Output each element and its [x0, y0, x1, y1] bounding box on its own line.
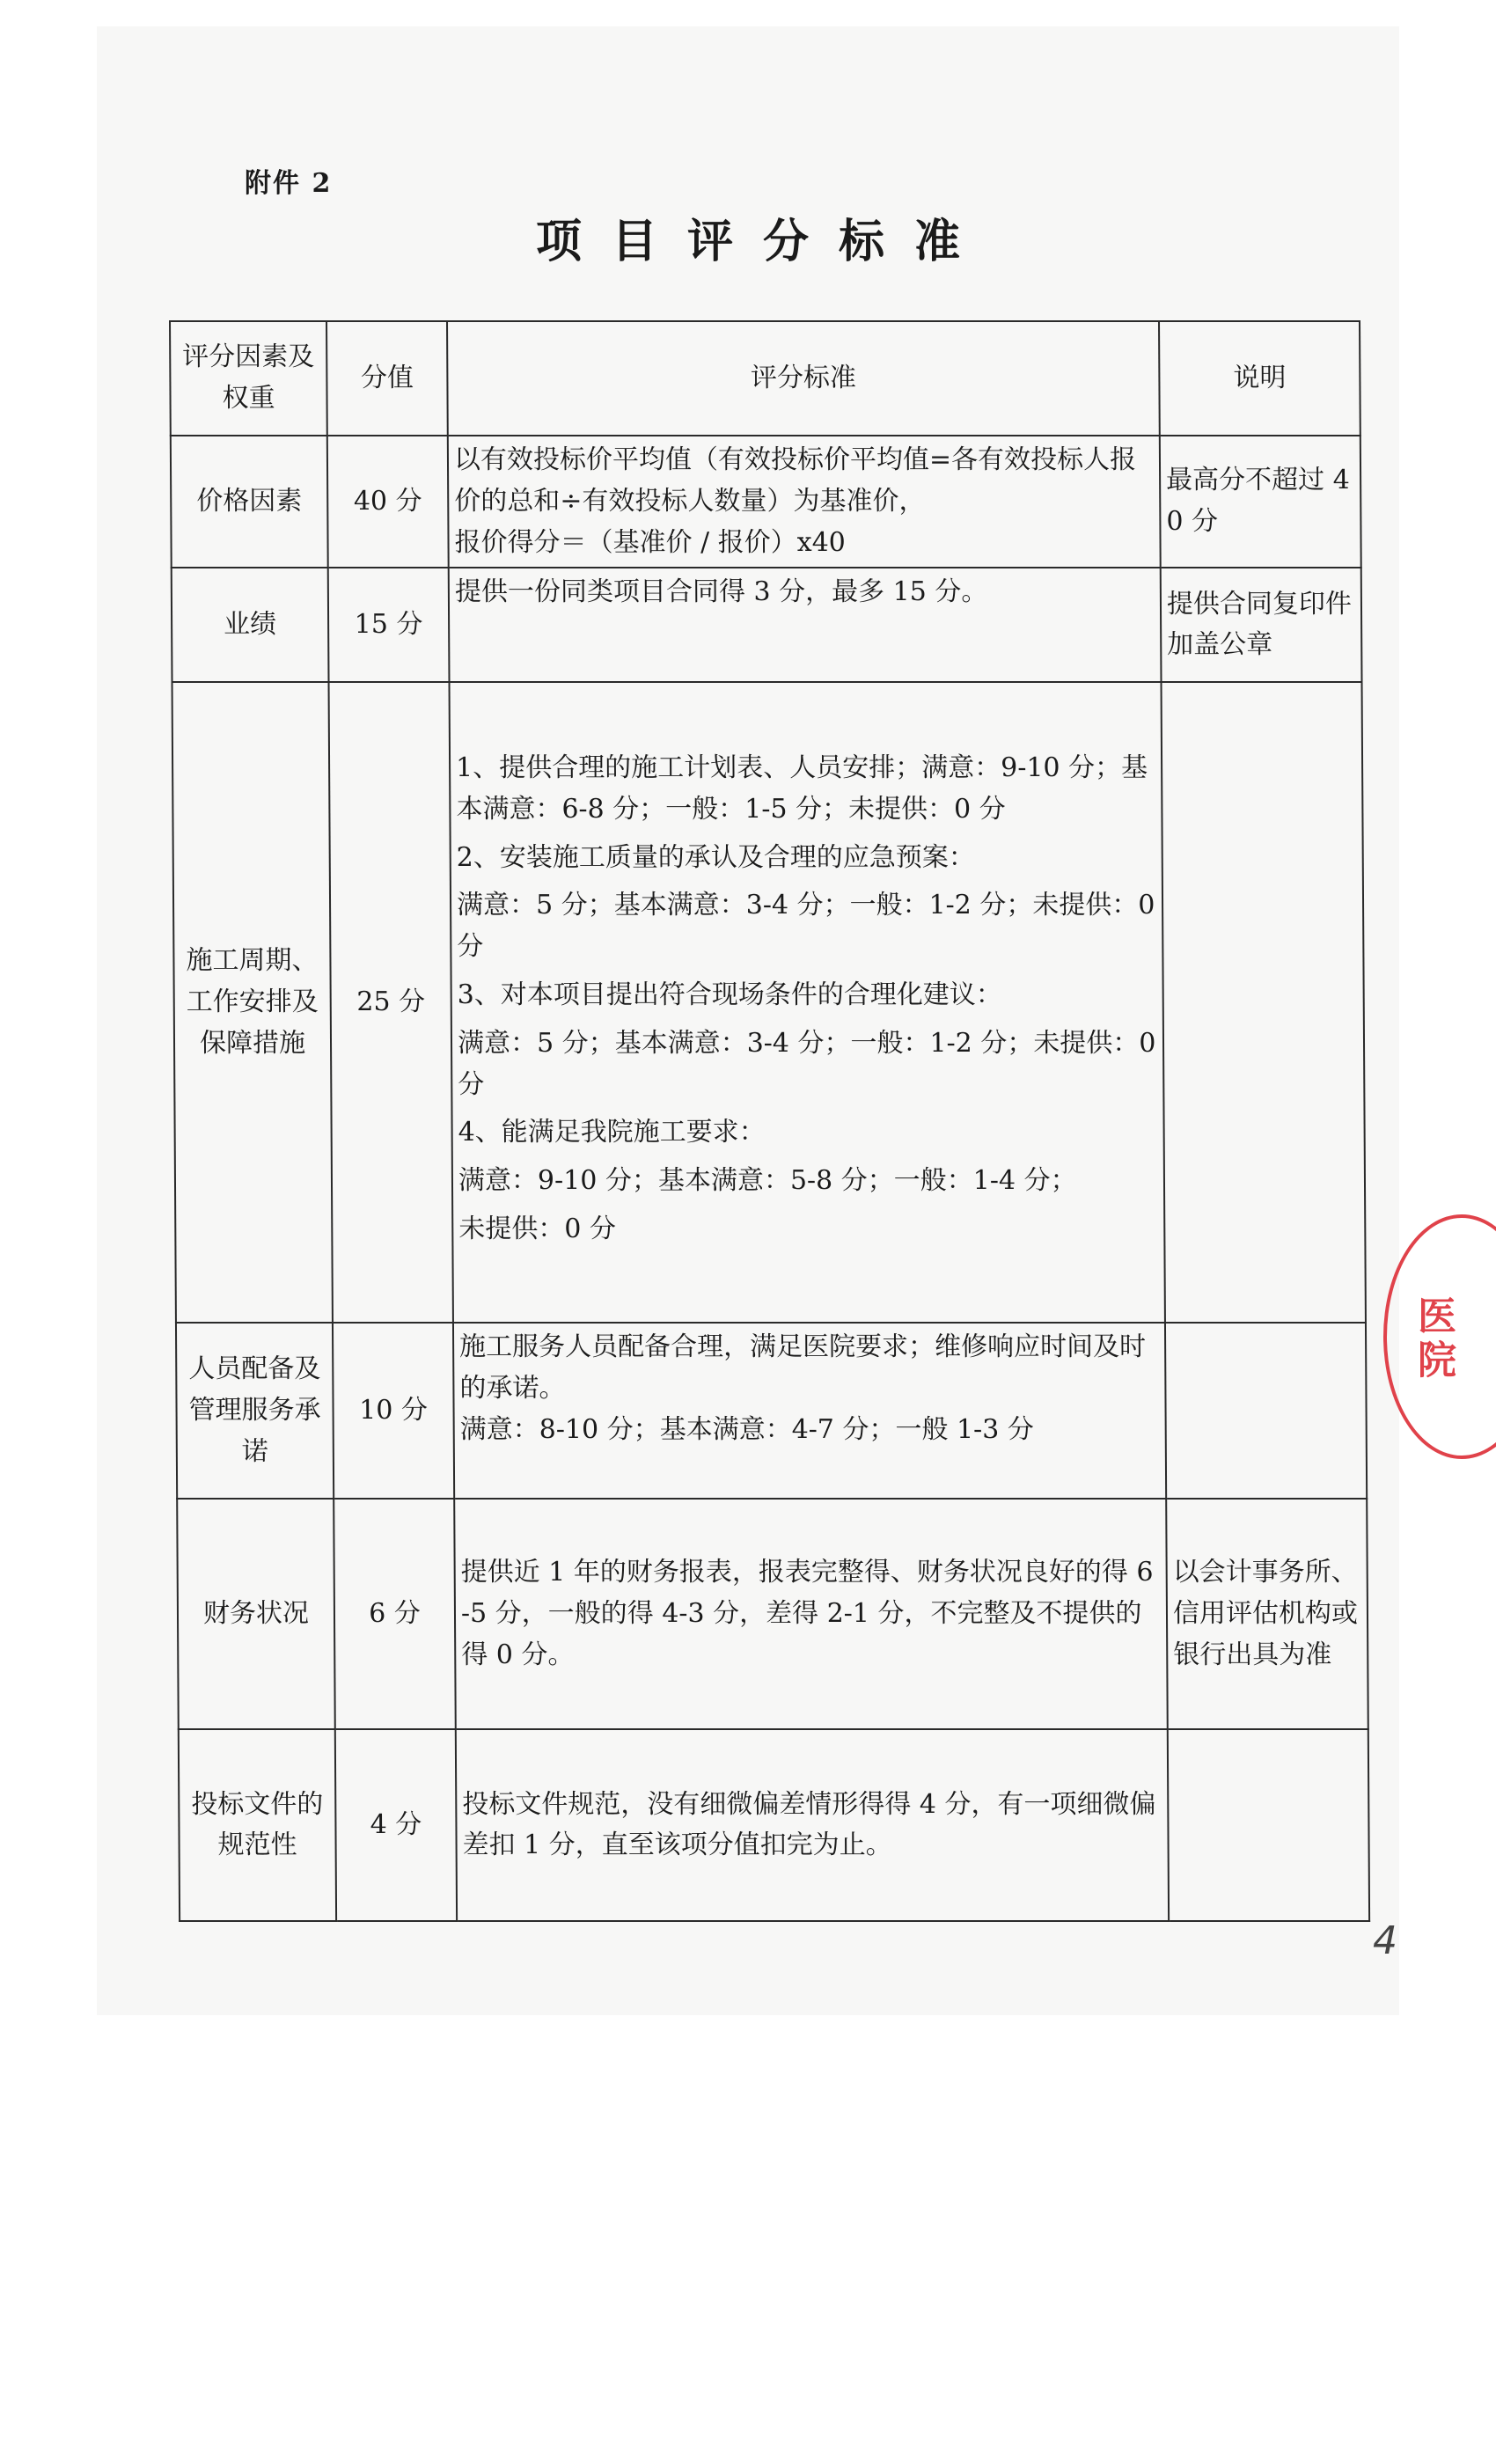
row-criteria	[456, 1729, 1169, 1921]
criteria-line: 未提供：0 分	[458, 1213, 617, 1244]
row-criteria	[448, 436, 1161, 568]
page-number: 4	[1373, 1918, 1397, 1963]
row-note: 以会计事务所、信用评估机构或银行出具为准	[1166, 1499, 1368, 1729]
header-factor: 评分因素及权重	[170, 321, 327, 436]
table-header-row	[170, 321, 1360, 436]
table-row	[176, 1323, 1367, 1499]
criteria-line: 1、提供合理的施工计划表、人员安排；满意：9-10 分；基本满意：6-8 分；一般：1-5 分；未提供：0 分	[455, 752, 1148, 825]
row-factor: 人员配备及管理服务承诺	[176, 1323, 334, 1499]
row-value: 6 分	[334, 1499, 456, 1729]
row-factor: 业绩	[172, 568, 329, 682]
row-factor: 价格因素	[171, 436, 328, 568]
scoring-table	[169, 320, 1370, 1922]
row-note	[1168, 1729, 1369, 1921]
row-value: 10 分	[333, 1323, 454, 1499]
header-criteria: 评分标准	[447, 321, 1160, 436]
row-value: 15 分	[328, 568, 450, 682]
row-criteria	[449, 568, 1162, 682]
header-note: 说明	[1159, 321, 1360, 436]
table-row	[172, 682, 1366, 1323]
row-note	[1165, 1323, 1367, 1499]
criteria-line: 满意：9-10 分；基本满意：5-8 分；一般：1-4 分；	[458, 1165, 1077, 1197]
row-factor: 投标文件的规范性	[179, 1729, 336, 1921]
hospital-seal	[1383, 1214, 1496, 1459]
row-criteria	[454, 1499, 1168, 1729]
criteria-line: 以有效投标价平均值（有效投标价平均值=各有效投标人报价的总和÷有效投标人数量）为基准价，	[453, 444, 1137, 517]
row-factor: 施工周期、工作安排及保障措施	[172, 682, 333, 1323]
criteria-line: 投标文件规范，没有细微偏差情形得得 4 分，有一项细微偏差扣 1 分，直至该项分值扣完为止。	[462, 1788, 1156, 1861]
seal-text: 医院	[1411, 1295, 1456, 1383]
page-title: 项目评分标准	[535, 215, 990, 268]
table-row	[172, 568, 1362, 682]
row-note: 最高分不超过 40 分	[1160, 436, 1361, 568]
criteria-line: 报价得分＝（基准价 / 报价）x40	[454, 526, 846, 558]
criteria-line: 3、对本项目提出符合现场条件的合理化建议：	[457, 979, 1002, 1010]
row-criteria	[453, 1323, 1166, 1499]
table-row	[179, 1729, 1369, 1921]
annex-label: 附件 2	[245, 168, 333, 199]
row-criteria	[450, 682, 1165, 1323]
row-value: 25 分	[329, 682, 453, 1323]
criteria-line: 4、能满足我院施工要求：	[458, 1117, 766, 1148]
criteria-line: 满意：8-10 分；基本满意：4-7 分；一般 1-3 分	[459, 1413, 1034, 1445]
table-row	[171, 436, 1361, 568]
header-value: 分值	[326, 321, 448, 436]
criteria-line: 满意：5 分；基本满意：3-4 分；一般：1-2 分；未提供：0 分	[456, 890, 1155, 963]
criteria-line: 提供近 1 年的财务报表，报表完整得、财务状况良好的得 6-5 分，一般的得 4-3 分，差得 2-1 分，不完整及不提供的得 0 分。	[460, 1557, 1154, 1670]
criteria-line: 提供一份同类项目合同得 3 分，最多 15 分。	[454, 576, 988, 608]
row-value: 40 分	[327, 436, 449, 568]
criteria-line: 满意：5 分；基本满意：3-4 分；一般：1-2 分；未提供：0 分	[457, 1027, 1156, 1100]
criteria-line: 施工服务人员配备合理，满足医院要求；维修响应时间及时的承诺。	[459, 1331, 1147, 1404]
row-note	[1162, 682, 1366, 1323]
row-note: 提供合同复印件加盖公章	[1161, 568, 1362, 682]
table-row	[177, 1499, 1368, 1729]
row-value: 4 分	[335, 1729, 457, 1921]
row-factor: 财务状况	[177, 1499, 335, 1729]
criteria-line: 2、安装施工质量的承认及合理的应急预案：	[456, 841, 975, 873]
